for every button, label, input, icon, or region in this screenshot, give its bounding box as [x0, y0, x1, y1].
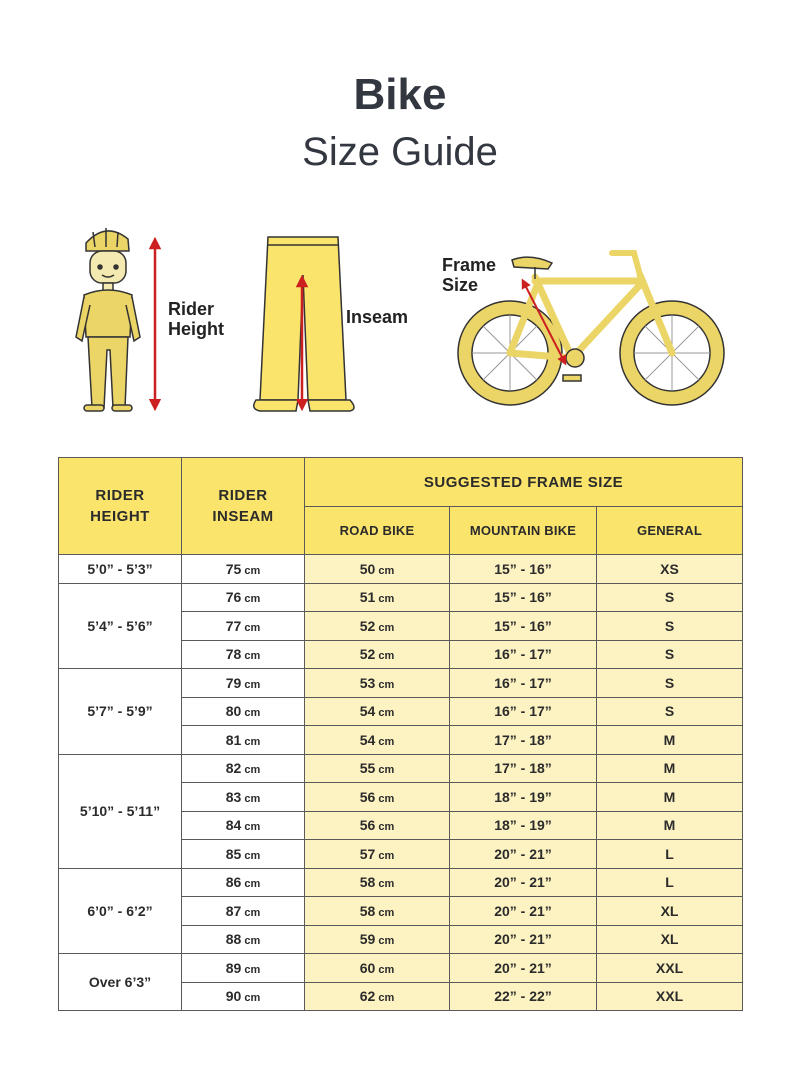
mountain-bike-cell-value: 15” - 16” [494, 617, 552, 634]
inseam-cell [182, 982, 305, 1011]
unit-label: cm [244, 792, 261, 805]
road-bike-cell-value: 54 [359, 731, 376, 748]
inseam-cell [182, 754, 305, 783]
inseam-cell-value: 79 [225, 674, 242, 691]
unit-label: cm [378, 792, 395, 805]
unit-label: cm [244, 650, 261, 663]
road-bike-cell-value: 57 [359, 845, 376, 862]
unit-label: cm [244, 564, 261, 577]
table-row [59, 954, 743, 983]
mountain-bike-cell [450, 754, 597, 783]
road-bike-cell-value: 50 [359, 560, 376, 577]
unit-label: cm [244, 992, 261, 1005]
size-table-body [59, 555, 743, 1011]
rider-height-label: Rider Height [168, 299, 224, 339]
road-bike-cell-value: 51 [359, 589, 376, 606]
inseam-cell-value: 81 [225, 731, 242, 748]
page-title: Bike [353, 70, 447, 119]
general-cell [597, 726, 743, 755]
general-cell-value: M [663, 760, 676, 777]
size-table-wrapper [58, 457, 743, 1011]
road-bike-cell [305, 783, 450, 812]
mountain-bike-cell-value: 17” - 18” [494, 760, 552, 777]
road-bike-cell [305, 726, 450, 755]
table-row [59, 754, 743, 783]
general-cell-value: XL [660, 902, 679, 919]
road-bike-cell-value: 56 [359, 817, 376, 834]
inseam-cell [182, 925, 305, 954]
inseam-cell-value: 85 [225, 845, 242, 862]
mountain-bike-cell-value: 18” - 19” [494, 817, 552, 834]
unit-label: cm [244, 593, 261, 606]
unit-label: cm [378, 764, 395, 777]
unit-label: cm [378, 849, 395, 862]
general-cell-value: S [664, 674, 675, 691]
rider-height-cell: 6’0” - 6’2” [59, 868, 182, 954]
inseam-cell [182, 669, 305, 698]
unit-label: cm [244, 764, 261, 777]
general-cell [597, 811, 743, 840]
header-rider-height: RIDER HEIGHT [59, 458, 182, 555]
general-cell-value: S [664, 703, 675, 720]
road-bike-cell [305, 954, 450, 983]
mountain-bike-cell-value: 20” - 21” [494, 902, 552, 919]
inseam-cell [182, 954, 305, 983]
unit-label: cm [244, 849, 261, 862]
inseam-cell-value: 84 [225, 817, 242, 834]
road-bike-cell [305, 754, 450, 783]
mountain-bike-cell [450, 583, 597, 612]
unit-label: cm [378, 992, 395, 1005]
inseam-cell-value: 78 [225, 646, 242, 663]
header-general: GENERAL [597, 507, 743, 555]
frame-size-label: Frame Size [442, 255, 497, 295]
inseam-cell [182, 868, 305, 897]
mountain-bike-cell-value: 22” - 22” [494, 988, 552, 1005]
unit-label: cm [244, 621, 261, 634]
mountain-bike-cell-value: 16” - 17” [494, 674, 552, 691]
header-road-bike: ROAD BIKE [305, 507, 450, 555]
general-cell [597, 555, 743, 584]
road-bike-cell-value: 52 [359, 646, 376, 663]
mountain-bike-cell [450, 555, 597, 584]
measurement-illustrations [0, 215, 800, 430]
general-cell-value: L [665, 845, 674, 862]
mountain-bike-cell-value: 18” - 19” [494, 788, 552, 805]
unit-label: cm [378, 707, 395, 720]
bicycle-icon [458, 253, 724, 405]
mountain-bike-cell-value: 16” - 17” [494, 703, 552, 720]
inseam-cell-value: 80 [225, 703, 242, 720]
road-bike-cell-value: 54 [359, 703, 376, 720]
mountain-bike-cell [450, 726, 597, 755]
mountain-bike-cell [450, 982, 597, 1011]
mountain-bike-cell [450, 612, 597, 641]
rider-height-cell: 5’0” - 5’3” [59, 555, 182, 584]
general-cell [597, 925, 743, 954]
unit-label: cm [244, 707, 261, 720]
unit-label: cm [378, 963, 395, 976]
unit-label: cm [378, 678, 395, 691]
mountain-bike-cell-value: 20” - 21” [494, 845, 552, 862]
road-bike-cell [305, 840, 450, 869]
rider-height-cell: 5’4” - 5’6” [59, 583, 182, 669]
inseam-cell-value: 75 [225, 560, 242, 577]
general-cell [597, 868, 743, 897]
general-cell [597, 897, 743, 926]
road-bike-cell [305, 811, 450, 840]
inseam-cell [182, 697, 305, 726]
road-bike-cell-value: 53 [359, 674, 376, 691]
unit-label: cm [244, 735, 261, 748]
general-cell [597, 697, 743, 726]
inseam-cell-value: 89 [225, 959, 242, 976]
general-cell [597, 583, 743, 612]
mountain-bike-cell [450, 640, 597, 669]
road-bike-cell [305, 897, 450, 926]
rider-height-cell: 5’7” - 5’9” [59, 669, 182, 755]
general-cell-value: S [664, 589, 675, 606]
table-row [59, 583, 743, 612]
road-bike-cell-value: 58 [359, 874, 376, 891]
general-cell-value: XS [660, 560, 679, 577]
inseam-cell-value: 86 [225, 874, 242, 891]
road-bike-cell-value: 62 [359, 988, 376, 1005]
general-cell-value: M [663, 731, 676, 748]
road-bike-cell-value: 55 [359, 760, 376, 777]
unit-label: cm [244, 963, 261, 976]
inseam-cell [182, 612, 305, 641]
road-bike-cell [305, 640, 450, 669]
rider-figure-icon [76, 228, 140, 411]
unit-label: cm [378, 906, 395, 919]
unit-label: cm [378, 821, 395, 834]
inseam-cell-value: 77 [225, 617, 242, 634]
road-bike-cell [305, 697, 450, 726]
general-cell-value: XXL [655, 988, 684, 1005]
mountain-bike-cell [450, 669, 597, 698]
mountain-bike-cell-value: 20” - 21” [494, 959, 552, 976]
unit-label: cm [378, 735, 395, 748]
mountain-bike-cell-value: 15” - 16” [494, 589, 552, 606]
mountain-bike-cell [450, 897, 597, 926]
unit-label: cm [244, 678, 261, 691]
general-cell-value: S [664, 617, 675, 634]
general-cell-value: L [665, 874, 674, 891]
road-bike-cell [305, 868, 450, 897]
road-bike-cell-value: 52 [359, 617, 376, 634]
general-cell [597, 754, 743, 783]
size-table [58, 457, 743, 1011]
general-cell-value: XL [660, 931, 679, 948]
general-cell [597, 612, 743, 641]
rider-height-cell: Over 6’3” [59, 954, 182, 1011]
mountain-bike-cell [450, 811, 597, 840]
page-subtitle: Size Guide [302, 130, 498, 174]
mountain-bike-cell-value: 17” - 18” [494, 731, 552, 748]
general-cell [597, 982, 743, 1011]
unit-label: cm [378, 650, 395, 663]
road-bike-cell-value: 60 [359, 959, 376, 976]
inseam-cell [182, 811, 305, 840]
inseam-cell-value: 83 [225, 788, 242, 805]
unit-label: cm [244, 935, 261, 948]
general-cell [597, 783, 743, 812]
inseam-cell-value: 76 [225, 589, 242, 606]
road-bike-cell [305, 555, 450, 584]
mountain-bike-cell-value: 20” - 21” [494, 931, 552, 948]
mountain-bike-cell [450, 783, 597, 812]
mountain-bike-cell [450, 925, 597, 954]
inseam-cell [182, 783, 305, 812]
unit-label: cm [244, 906, 261, 919]
header-rider-inseam: RIDER INSEAM [182, 458, 305, 555]
mountain-bike-cell [450, 954, 597, 983]
unit-label: cm [378, 935, 395, 948]
general-cell [597, 954, 743, 983]
pants-icon [254, 237, 354, 411]
inseam-cell-value: 90 [225, 988, 242, 1005]
general-cell-value: XXL [655, 959, 684, 976]
header-mountain-bike: MOUNTAIN BIKE [450, 507, 597, 555]
road-bike-cell [305, 583, 450, 612]
inseam-cell [182, 897, 305, 926]
inseam-cell [182, 583, 305, 612]
inseam-cell [182, 726, 305, 755]
mountain-bike-cell-value: 20” - 21” [494, 874, 552, 891]
unit-label: cm [378, 593, 395, 606]
road-bike-cell [305, 669, 450, 698]
road-bike-cell-value: 56 [359, 788, 376, 805]
road-bike-cell-value: 59 [359, 931, 376, 948]
unit-label: cm [378, 621, 395, 634]
mountain-bike-cell [450, 868, 597, 897]
inseam-cell-value: 87 [225, 902, 242, 919]
general-cell-value: S [664, 646, 675, 663]
mountain-bike-cell [450, 840, 597, 869]
road-bike-cell [305, 925, 450, 954]
general-cell [597, 640, 743, 669]
inseam-cell-value: 88 [225, 931, 242, 948]
unit-label: cm [378, 878, 395, 891]
general-cell [597, 669, 743, 698]
general-cell-value: M [663, 788, 676, 805]
road-bike-cell [305, 612, 450, 641]
header-suggested-frame-size: SUGGESTED FRAME SIZE [305, 458, 743, 507]
rider-height-cell: 5’10” - 5’11” [59, 754, 182, 868]
mountain-bike-cell [450, 697, 597, 726]
mountain-bike-cell-value: 16” - 17” [494, 646, 552, 663]
table-row [59, 669, 743, 698]
inseam-cell [182, 640, 305, 669]
table-row [59, 555, 743, 584]
inseam-cell [182, 840, 305, 869]
general-cell-value: M [663, 817, 676, 834]
unit-label: cm [244, 878, 261, 891]
road-bike-cell [305, 982, 450, 1011]
mountain-bike-cell-value: 15” - 16” [494, 560, 552, 577]
inseam-cell-value: 82 [225, 760, 242, 777]
unit-label: cm [378, 564, 395, 577]
table-row [59, 868, 743, 897]
inseam-cell [182, 555, 305, 584]
inseam-label: Inseam [346, 307, 409, 327]
road-bike-cell-value: 58 [359, 902, 376, 919]
unit-label: cm [244, 821, 261, 834]
general-cell [597, 840, 743, 869]
